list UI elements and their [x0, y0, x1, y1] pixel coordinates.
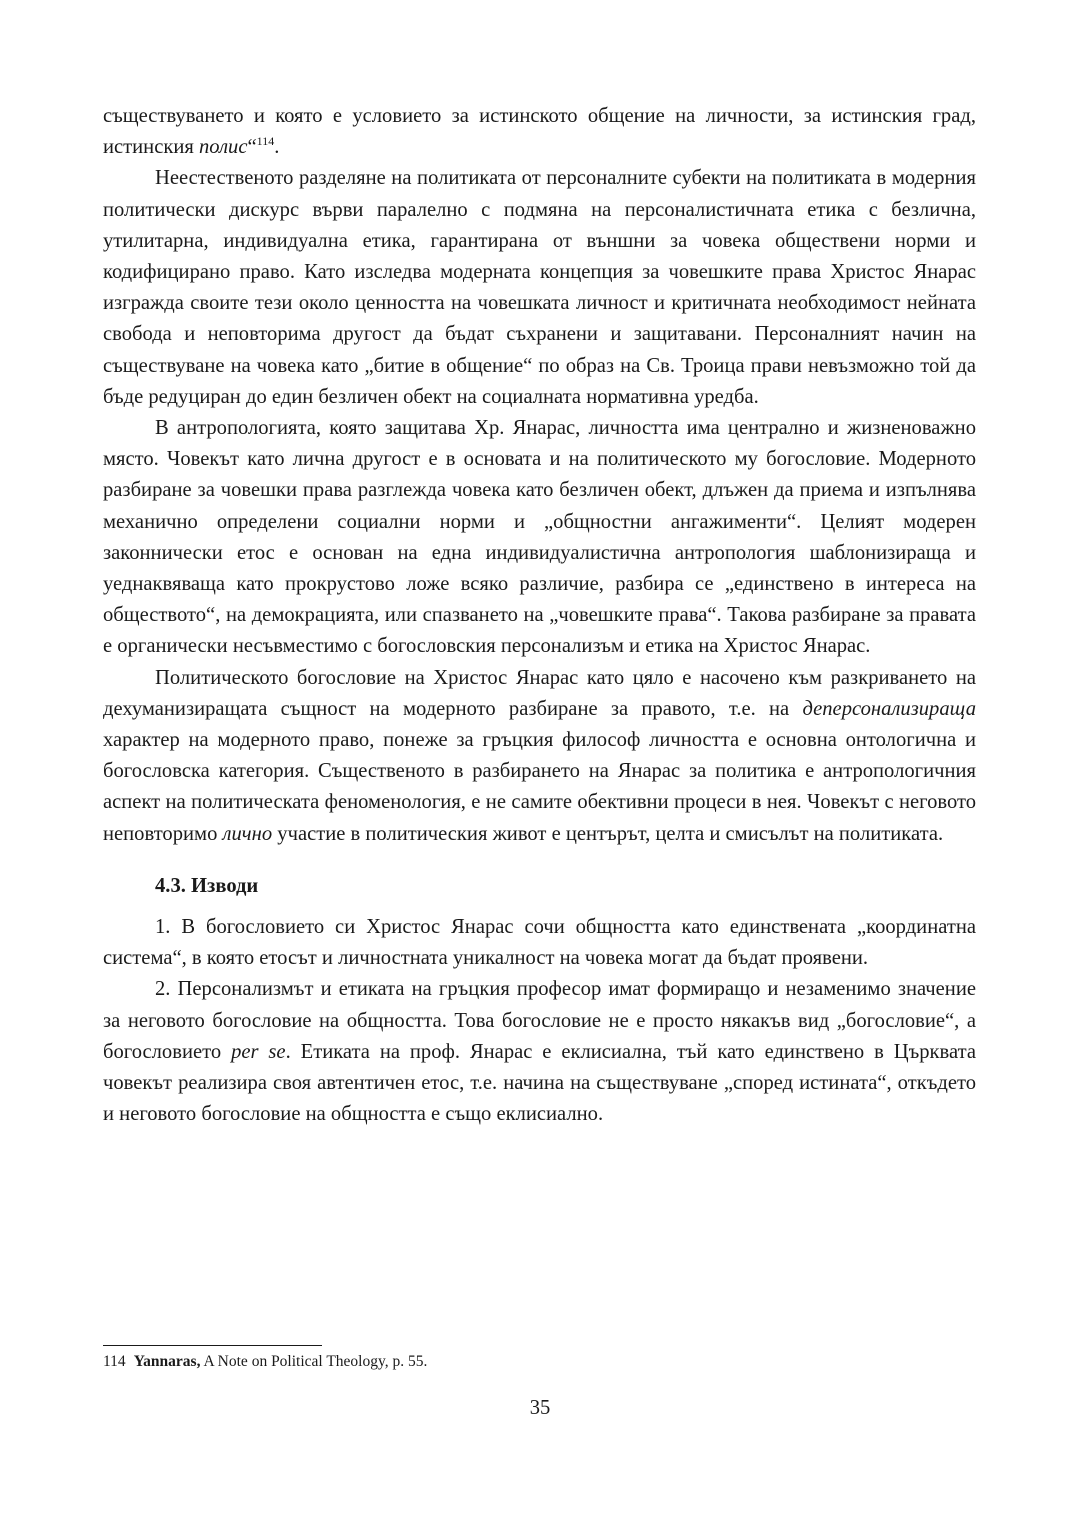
italic-term: лично — [222, 822, 273, 845]
italic-term: полис — [199, 136, 248, 159]
paragraph-continued: съществуването и която е условието за истинското общение на личности, за истинския град, истинския полис“$^{114}$. — [103, 105, 976, 159]
paragraph-2: В антропологията, която защитава Хр. Янарас, личността има централно и жизненоважно място. Човекът като лична другост е в основата и на политическото му богословие. Модерното разбиране за човешки права разглежда човека като безличен обект, длъжен да приема и изпълнява механично определени социални норми и „общностни ангажименти“. Целият модерен законнически етос е основан на една индивидуалистична антропология шаблонизираща и уеднаквяваща като прокрустово ложе всяко различие, разбира се „единствено в интереса на обществото“, на демокрацията, или спазването на „човешките права“. Такова разбиране за правата е органически несъвместимо с богословския персонализъм и етика на Христос Янарас. — [103, 417, 976, 658]
footnote-author: Yannaras, — [133, 1353, 201, 1370]
italic-term: per se — [231, 1040, 286, 1063]
conclusion-2: 2. Персонализмът и етиката на гръцкия професор имат формиращо и незаменимо значение за неговото богословие на общността. Това богословие не е просто някакъв вид „богословие“, а богословието per se. Етиката на проф. Янарас е еклисиална, тъй като единствено в Църквата човекът реализира своя автентичен етос, т.е. начина на съществуване „според истината“, откъдето и неговото богословие на общността е също еклисиално. — [103, 978, 976, 1126]
paragraph-3: Политическото богословие на Христос Янарас като цяло е насочено към разкриването на дехуманизиращата същност на модерното разбиране за правото, т.е. на деперсонализираща характер на модерното право, понеже за гръцкия философ личността е основна онтологична и богословска категория. Същественото в разбирането на Янарас за политика е антропологичния аспект на политическата феноменология, е не самите обективни процеси в нея. Човекът с неговото неповторимо лично участие в политическия живот е центърът, целта и смисълът на политиката. — [103, 666, 976, 845]
footnote-number: 114 — [103, 1353, 126, 1370]
body-text — [103, 101, 976, 1131]
footnote-text: A Note on Political Theology, p. 55. — [200, 1353, 428, 1370]
footnote-reference[interactable]: 114 — [256, 134, 275, 149]
footnote — [103, 1352, 427, 1372]
conclusion-1: 1. В богословието си Христос Янарас сочи общността като единствената „координатна система“, в която етосът и личностната уникалност на човека могат да бъдат проявени. — [103, 916, 976, 970]
page-number: 35 — [529, 1397, 551, 1419]
italic-term: деперсонализираща — [802, 697, 976, 720]
section-heading: 4.3. Изводи — [155, 874, 259, 897]
paragraph-1: Неестественото разделяне на политиката от персоналните субекти на политиката в модерния политически дискурс върви паралелно с подмяна на персоналистичната етика с безлична, утилитарна, индивидуална етика, гарантирана от външни за човека обществени норми и кодифицирано право. Като изследва модерната концепция за човешките права Христос Янарас изгражда своите тези около ценността на човешката личност и критичната необходимост нейната свобода и неповторима другост да бъдат съхранени и защитавани. Персоналният начин на съществуване на човека като „битие в общение“ по образ на Св. Троица прави невъзможно той да бъде редуциран до един безличен обект на социалната нормативна уредба. — [103, 167, 976, 408]
footnote-separator — [103, 1345, 322, 1346]
